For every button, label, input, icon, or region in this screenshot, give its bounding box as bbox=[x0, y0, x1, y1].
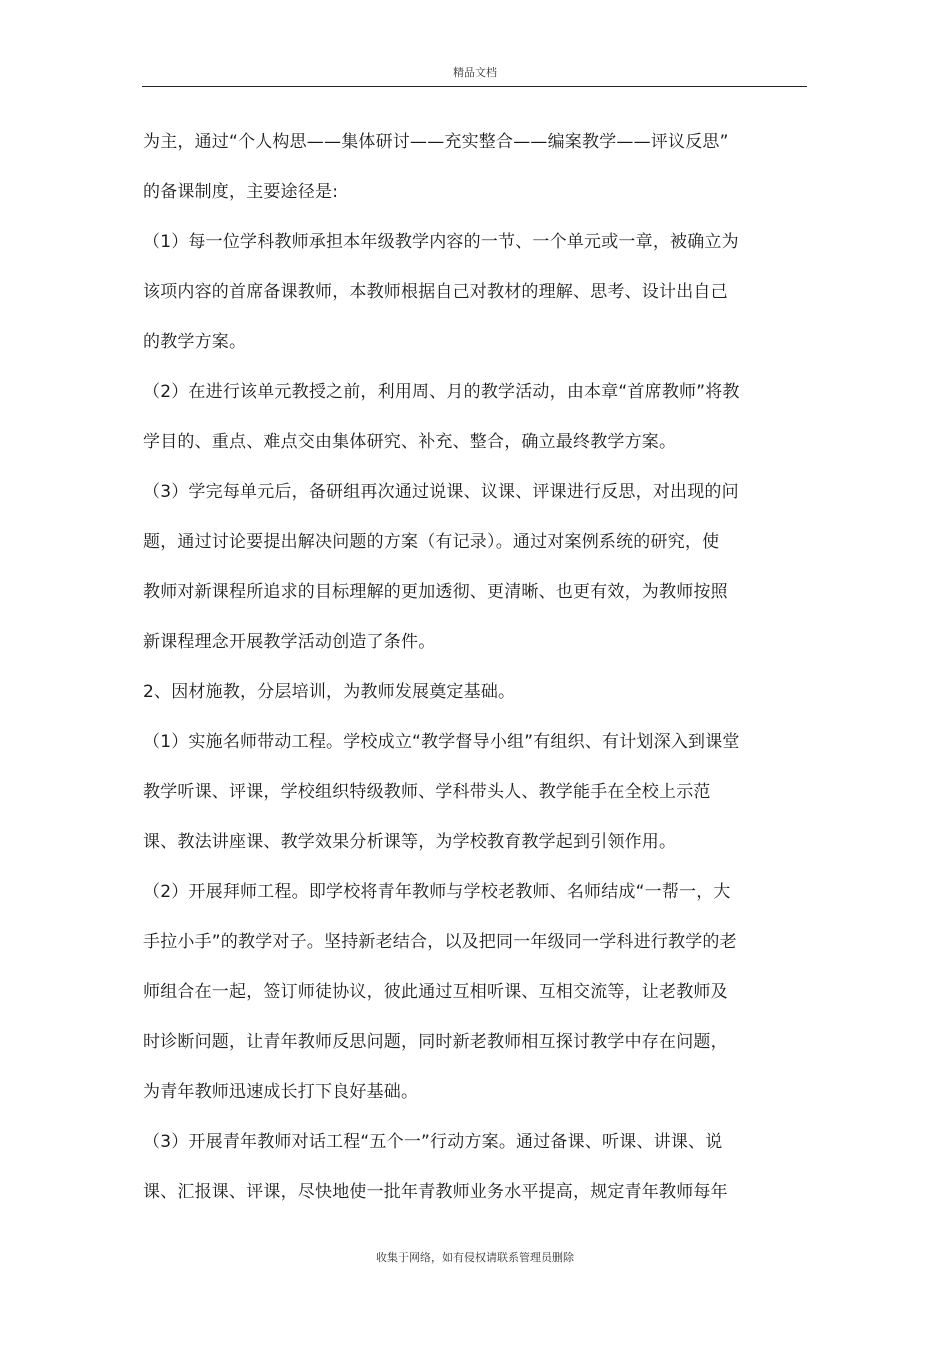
text-line: （2）在进行该单元教授之前，利用周、月的教学活动，由本章“首席教师”将教 bbox=[143, 382, 740, 402]
text-line: 学目的、重点、难点交由集体研究、补充、整合，确立最终教学方案。 bbox=[143, 432, 677, 452]
text-line: 手拉小手”的教学对子。坚持新老结合，以及把同一年级同一学科进行教学的老 bbox=[143, 932, 737, 952]
text-line: 该项内容的首席备课教师，本教师根据自己对教材的理解、思考、设计出自己 bbox=[143, 282, 728, 302]
text-line: （3）开展青年教师对话工程“五个一”行动方案。通过备课、听课、讲课、说 bbox=[143, 1132, 723, 1152]
text-line: 为青年教师迅速成长打下良好基础。 bbox=[143, 1082, 419, 1102]
text-line: 的备课制度，主要途径是: bbox=[143, 182, 339, 202]
header-divider bbox=[142, 86, 807, 87]
text-line: 教学听课、评课，学校组织特级教师、学科带头人、教学能手在全校上示范 bbox=[143, 782, 711, 802]
text-line: 题，通过讨论要提出解决问题的方案（有记录）。通过对案例系统的研究，使 bbox=[143, 532, 720, 552]
text-line: 为主，通过“个人构思——集体研讨——充实整合——编案教学——评议反思” bbox=[143, 132, 729, 152]
text-line: 课、教法讲座课、教学效果分析课等，为学校教育教学起到引领作用。 bbox=[143, 832, 677, 852]
page-footer-note: 收集于网络，如有侵权请联系管理员删除 bbox=[376, 1251, 574, 1264]
text-line: （2）开展拜师工程。即学校将青年教师与学校老教师、名师结成“一帮一，大 bbox=[143, 882, 731, 902]
text-line: 的教学方案。 bbox=[143, 332, 247, 352]
text-line: （1）每一位学科教师承担本年级教学内容的一节、一个单元或一章，被确立为 bbox=[143, 232, 739, 252]
text-line: 教师对新课程所追求的目标理解的更加透彻、更清晰、也更有效，为教师按照 bbox=[143, 582, 728, 602]
text-line: 时诊断问题，让青年教师反思问题，同时新老教师相互探讨教学中存在问题， bbox=[143, 1032, 728, 1052]
section-heading: 2、因材施教，分层培训，为教师发展奠定基础。 bbox=[143, 682, 516, 702]
text-line: 新课程理念开展教学活动创造了条件。 bbox=[143, 632, 436, 652]
text-line: 师组合在一起，签订师徒协议，彼此通过互相听课、互相交流等，让老教师及 bbox=[143, 982, 728, 1002]
text-line: 课、汇报课、评课，尽快地使一批年青教师业务水平提高，规定青年教师每年 bbox=[143, 1182, 728, 1202]
text-line: （3）学完每单元后，备研组再次通过说课、议课、评课进行反思，对出现的问 bbox=[143, 482, 739, 502]
page-header-title: 精品文档 bbox=[453, 66, 497, 79]
text-line: （1）实施名师带动工程。学校成立“教学督导小组”有组织、有计划深入到课堂 bbox=[143, 732, 740, 752]
